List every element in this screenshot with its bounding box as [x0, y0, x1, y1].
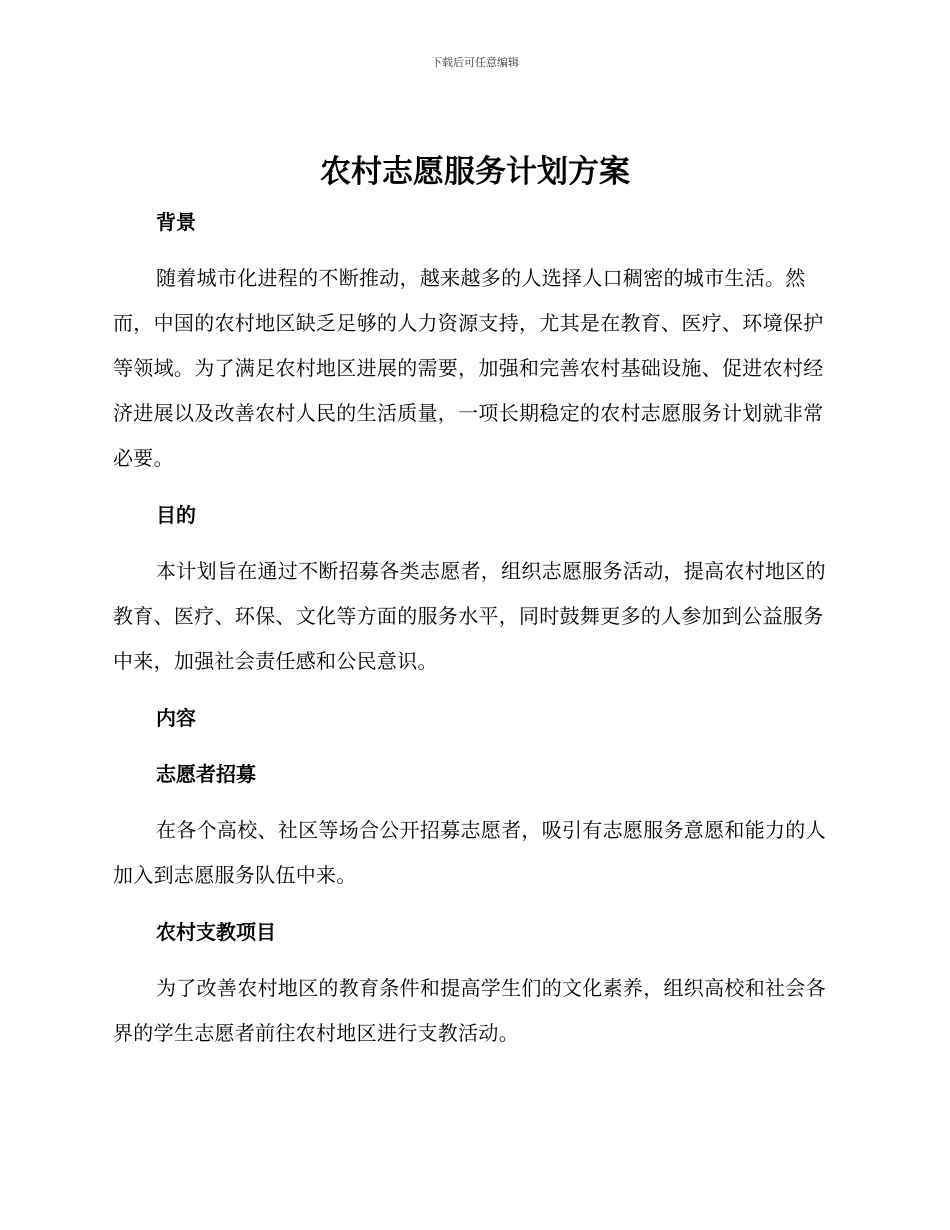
paragraph-teaching: 为了改善农村地区的教育条件和提高学生们的文化素养，组织高校和社会各界的学生志愿者前往农村地区进行支教活动。 [113, 976, 826, 1045]
document-body [113, 200, 831, 1068]
subsection-heading-recruitment: 志愿者招募 [156, 762, 256, 786]
paragraph-background: 随着城市化进程的不断推动，越来越多的人选择人口稠密的城市生活。然而，中国的农村地区缺乏足够的人力资源支持，尤其是在教育、医疗、环境保护等领域。为了满足农村地区进展的需要，加强和完善农村基础设施、促进农村经济进展以及改善农村人民的生活质量，一项长期稳定的农村志愿服务计划就非常必要。 [113, 266, 824, 470]
paragraph-purpose: 本计划旨在通过不断招募各类志愿者，组织志愿服务活动，提高农村地区的教育、医疗、环保、文化等方面的服务水平，同时鼓舞更多的人参加到公益服务中来，加强社会责任感和公民意识。 [113, 559, 826, 673]
section-heading-purpose: 目的 [156, 503, 196, 527]
subsection-heading-teaching: 农村支教项目 [156, 920, 276, 944]
header-note: 下载后可任意编辑 [431, 56, 519, 69]
section-heading-content: 内容 [156, 706, 196, 730]
section-heading-background: 背景 [156, 210, 196, 234]
paragraph-recruitment: 在各个高校、社区等场合公开招募志愿者，吸引有志愿服务意愿和能力的人加入到志愿服务队伍中来。 [113, 818, 826, 887]
document-title: 农村志愿服务计划方案 [320, 154, 630, 190]
